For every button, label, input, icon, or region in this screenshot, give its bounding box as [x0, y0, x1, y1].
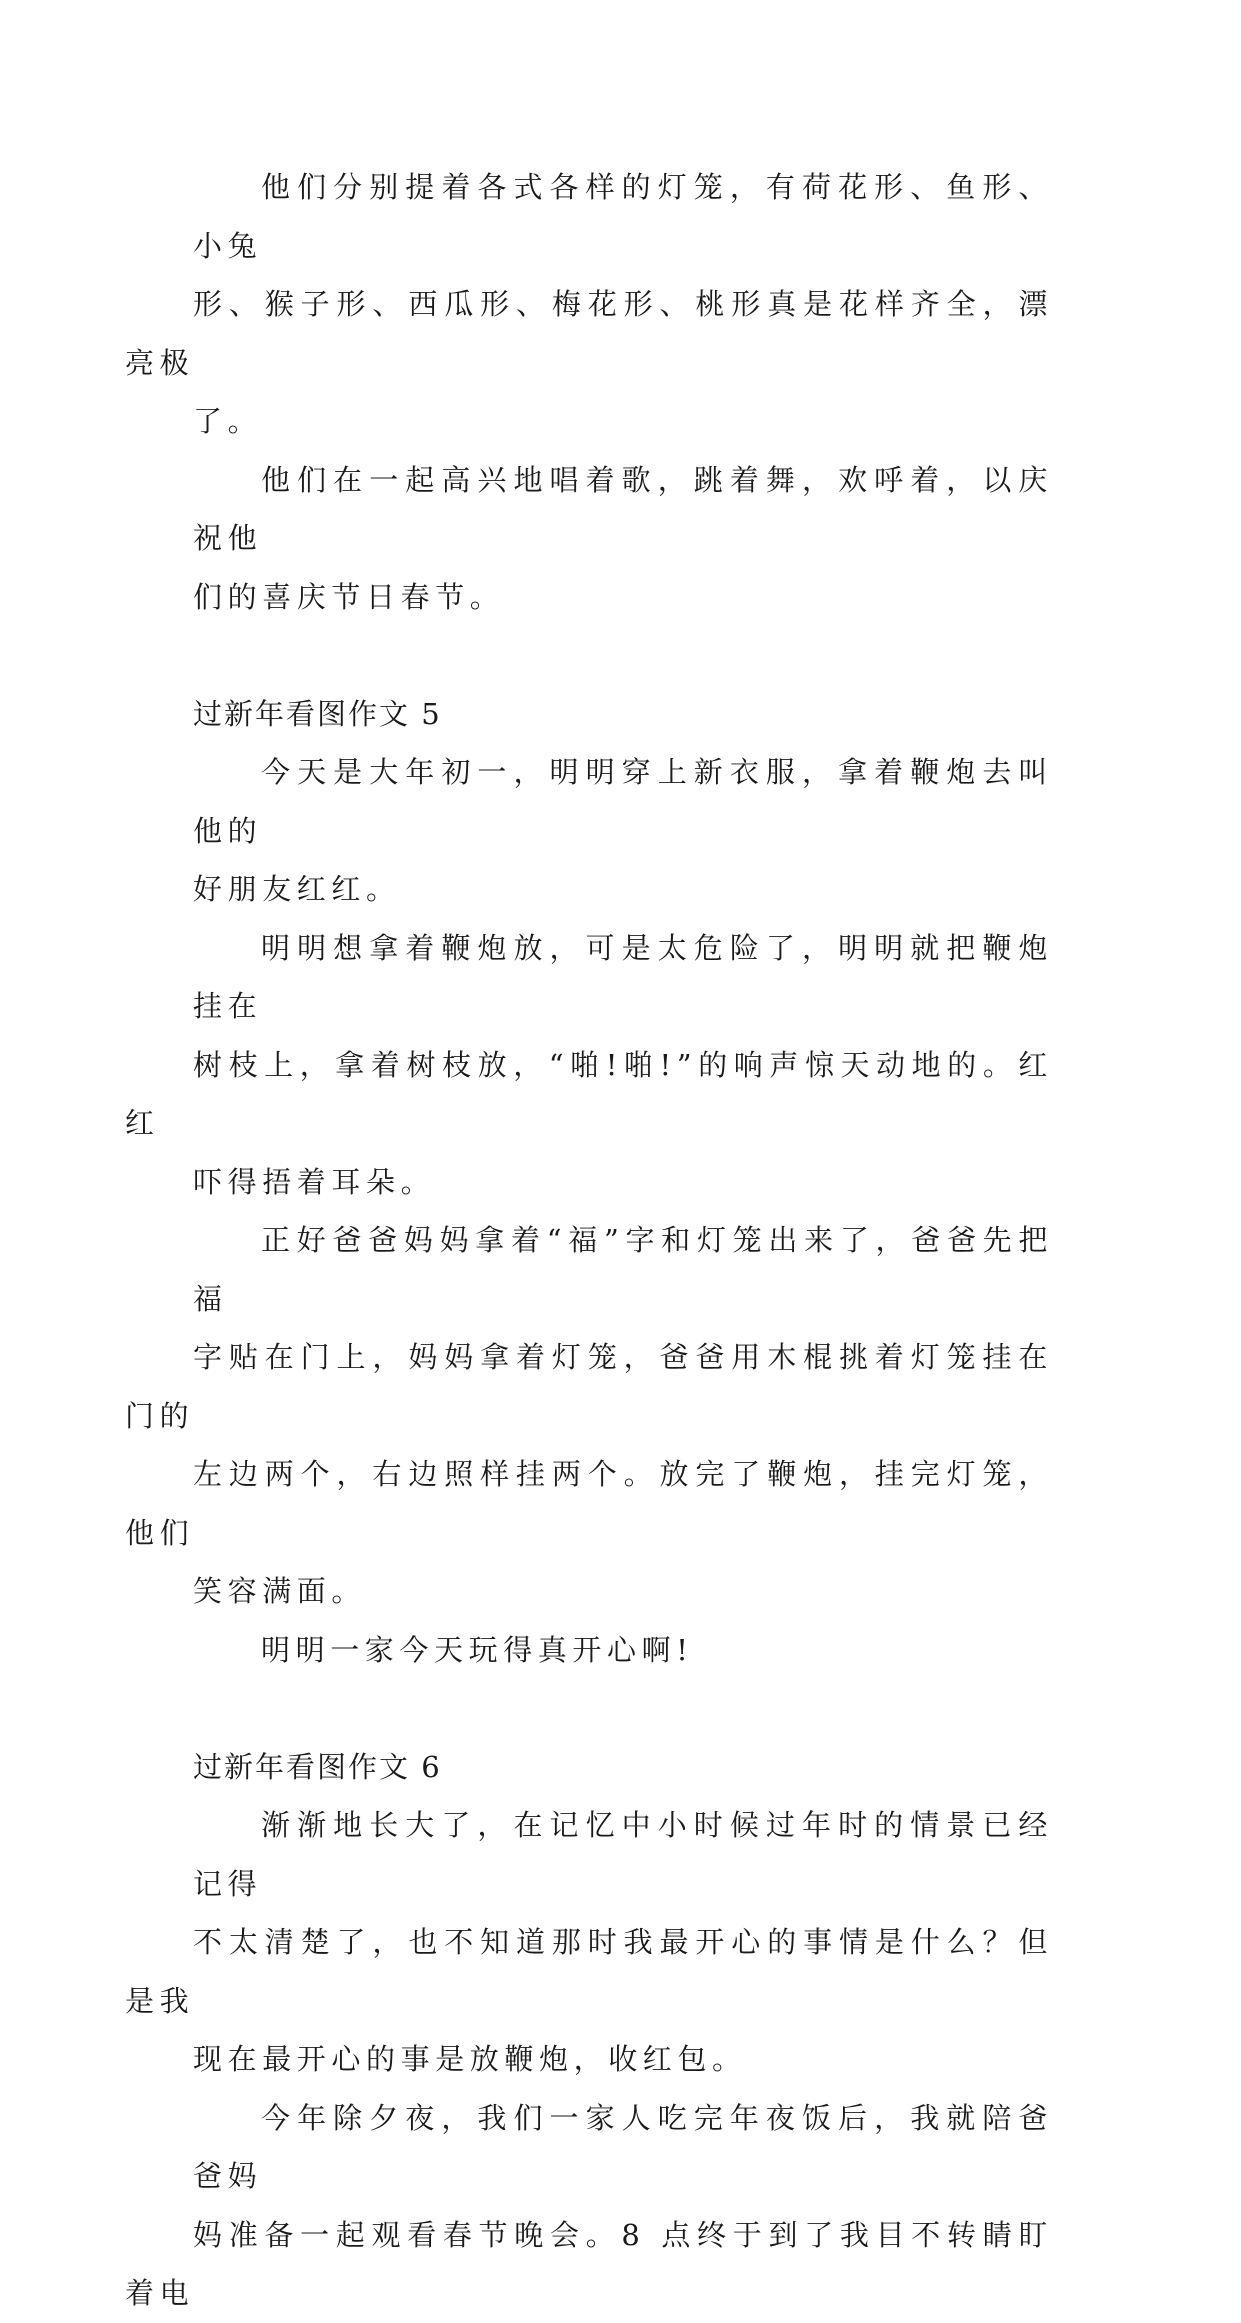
text-line: 吓得捂着耳朵。 — [193, 1164, 436, 1199]
text-line: 左边两个，右边照样挂两个。放完了鞭炮，挂完灯笼，他们 — [125, 1457, 1053, 1550]
document-body — [125, 158, 1053, 2323]
text-line: 形、猴子形、西瓜形、梅花形、桃形真是花样齐全，漂亮极 — [125, 287, 1053, 380]
text-line: 树枝上，拿着树枝放，“啪!啪!”的响声惊天动地的。红红 — [125, 1047, 1053, 1140]
blank-line — [193, 1679, 1053, 1738]
text-line: 们的喜庆节日春节。 — [193, 579, 505, 614]
text-line: 明明想拿着鞭炮放，可是太危险了，明明就把鞭炮挂在 — [193, 930, 1053, 1023]
paragraph — [125, 2089, 1053, 2323]
text-line: 不太清楚了，也不知道那时我最开心的事情是什么？但是我 — [125, 1925, 1053, 2018]
text-line: 渐渐地长大了，在记忆中小时候过年时的情景已经记得 — [193, 1808, 1053, 1901]
paragraph — [125, 158, 1053, 451]
paragraph — [125, 1796, 1053, 2089]
text-line: 今年除夕夜，我们一家人吃完年夜饭后，我就陪爸爸妈 — [193, 2100, 1053, 2193]
paragraph — [125, 919, 1053, 1212]
text-line: 笑容满面。 — [193, 1574, 367, 1608]
text-line: 今天是大年初一，明明穿上新衣服，拿着鞭炮去叫他的 — [193, 755, 1053, 848]
text-line: 现在最开心的事是放鞭炮，收红包。 — [193, 2042, 747, 2076]
paragraph — [125, 1211, 1053, 1621]
section-heading: 过新年看图作文 5 — [193, 696, 442, 731]
paragraph — [193, 743, 1053, 919]
text-line: 正好爸爸妈妈拿着“福”字和灯笼出来了，爸爸先把福 — [193, 1223, 1053, 1316]
text-line: 了。 — [193, 404, 263, 438]
text-line: 他们分别提着各式各样的灯笼，有荷花形、鱼形、小兔 — [193, 170, 1053, 263]
paragraph — [193, 1621, 1053, 1680]
text-line: 字贴在门上，妈妈拿着灯笼，爸爸用木棍挑着灯笼挂在门的 — [125, 1340, 1053, 1433]
text-line: 明明一家今天玩得真开心啊! — [261, 1632, 694, 1667]
blank-line — [193, 626, 1053, 685]
text-line: 他们在一起高兴地唱着歌，跳着舞，欢呼着，以庆祝他 — [193, 462, 1053, 555]
paragraph — [193, 451, 1053, 627]
section-heading: 过新年看图作文 6 — [193, 1749, 442, 1784]
text-line: 好朋友红红。 — [193, 872, 401, 906]
text-line: 妈准备一起观看春节晚会。8 点终于到了我目不转睛盯着电 — [125, 2217, 1053, 2310]
